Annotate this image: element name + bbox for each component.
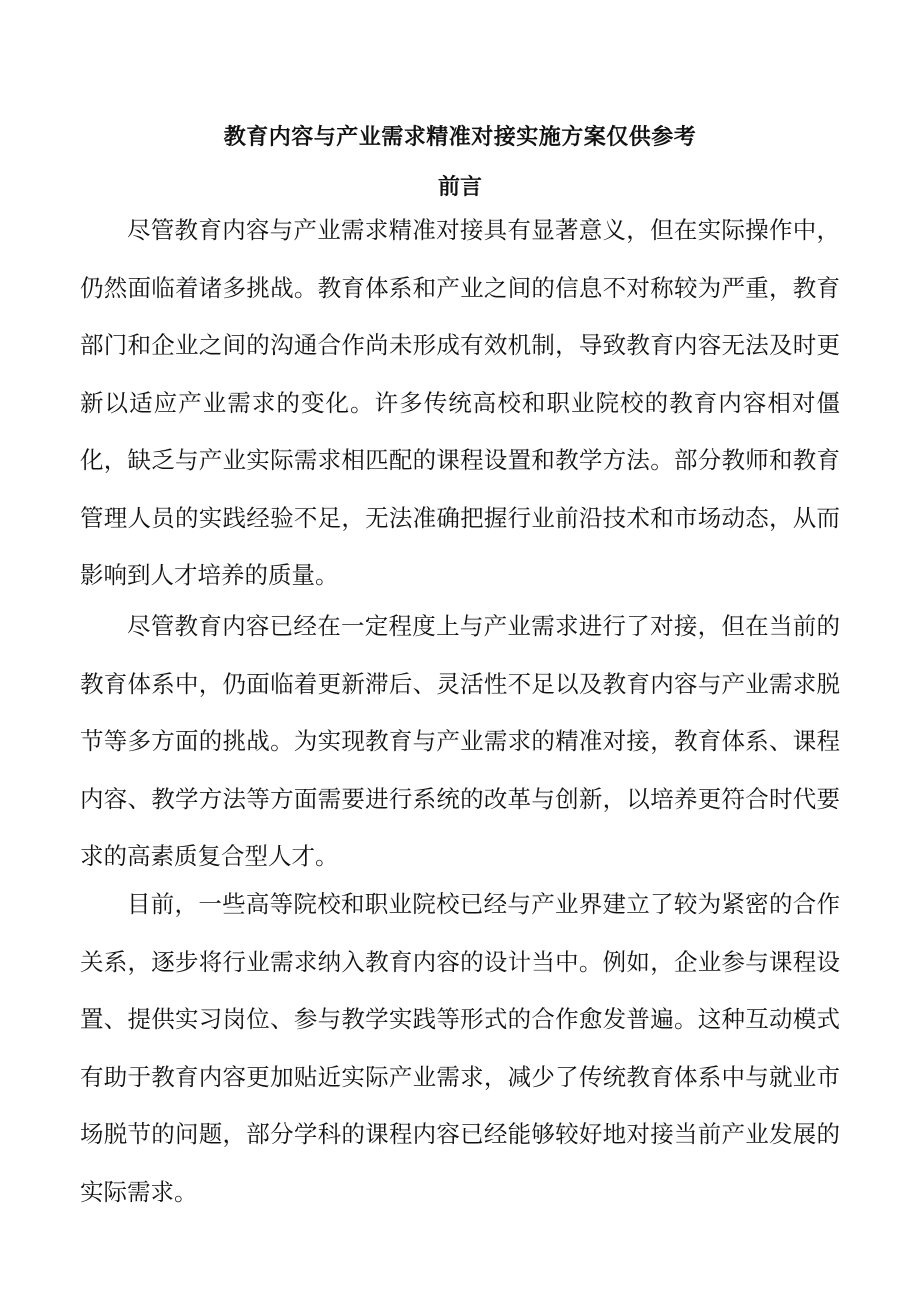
document-title: 教育内容与产业需求精准对接实施方案仅供参考 xyxy=(223,124,697,150)
paragraph: 目前，一些高等院校和职业院校已经与产业界建立了较为紧密的合作关系，逐步将行业需求纳入教育内容的设计当中。例如，企业参与课程设置、提供实习岗位、参与教学实践等形式的合作愈发普遍。这种互动模式有助于教育内容更加贴近实际产业需求，减少了传统教育体系中与就业市场脱节的问题，部分学科的课程内容已经能够较好地对接当前产业发展的实际需求。 xyxy=(80,890,840,1206)
section-heading: 前言 xyxy=(437,174,482,200)
paragraph: 尽管教育内容与产业需求精准对接具有显著意义，但在实际操作中，仍然面临着诸多挑战。教育体系和产业之间的信息不对称较为严重，教育部门和企业之间的沟通合作尚未形成有效机制，导致教育内容无法及时更新以适应产业需求的变化。许多传统高校和职业院校的教育内容相对僵化，缺乏与产业实际需求相匹配的课程设置和教学方法。部分教师和教育管理人员的实践经验不足，无法准确把握行业前沿技术和市场动态，从而影响到人才培养的质量。 xyxy=(80,216,840,589)
paragraph: 尽管教育内容已经在一定程度上与产业需求进行了对接，但在当前的教育体系中，仍面临着更新滞后、灵活性不足以及教育内容与产业需求脱节等多方面的挑战。为实现教育与产业需求的精准对接，教育体系、课程内容、教学方法等方面需要进行系统的改革与创新，以培养更符合时代要求的高素质复合型人才。 xyxy=(80,612,840,870)
